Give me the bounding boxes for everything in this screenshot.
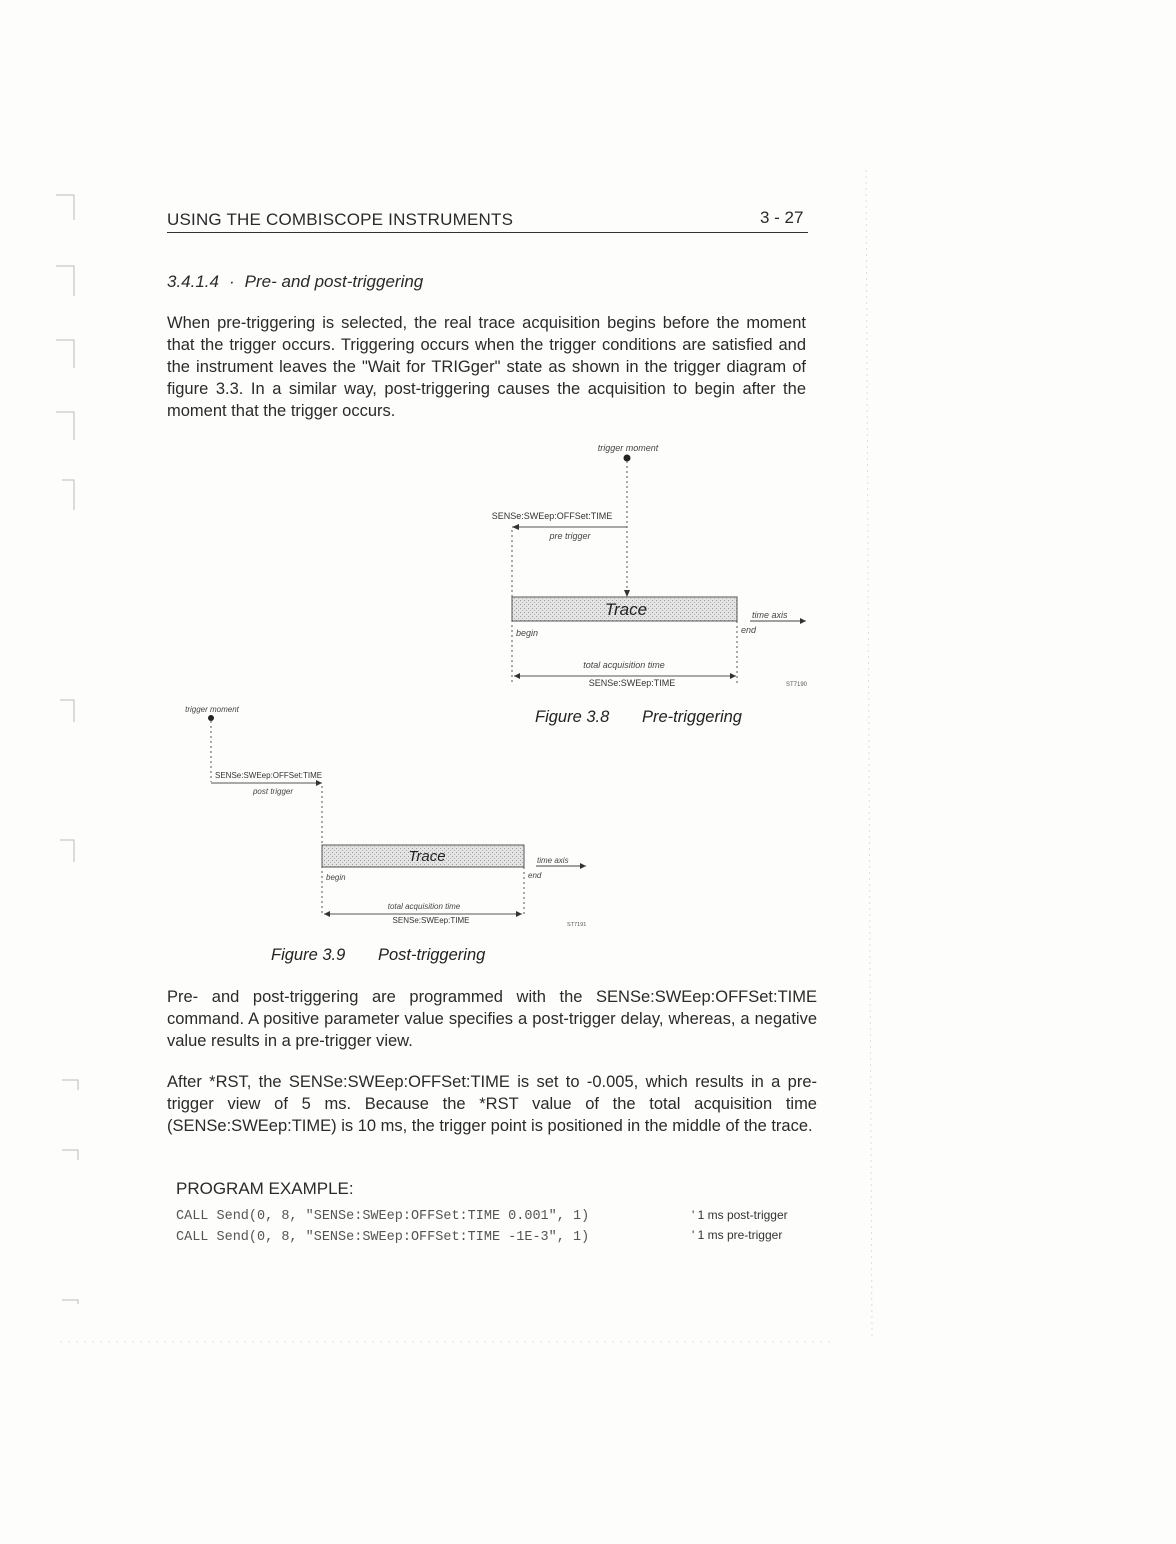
post-trigger-moment-dot (208, 715, 214, 721)
pre-begin-label: begin (516, 628, 539, 638)
post-figure-code: ST7191 (567, 922, 587, 928)
code-comment: ' 1 ms pre-trigger (692, 1228, 783, 1242)
code-comment: ' 1 ms post-trigger (692, 1208, 788, 1222)
post-offset-arrow-head (316, 780, 322, 786)
post-total-acquisition-label: total acquisition time (387, 902, 461, 911)
post-trigger-label: post trigger (252, 787, 294, 796)
post-time-axis-arrow-head (580, 863, 586, 869)
pre-trigger-label: pre trigger (549, 531, 591, 541)
running-header: USING THE COMBISCOPE INSTRUMENTS (167, 210, 514, 229)
program-example-heading: PROGRAM EXAMPLE: (176, 1179, 354, 1198)
code-line: CALL Send(0, 8, "SENSe:SWEep:OFFSet:TIME 0.001", 1) (176, 1209, 590, 1224)
post-total-arrow-right-head (516, 911, 522, 917)
paragraph-rst-default: After *RST, the SENSe:SWEep:OFFSet:TIME is set to -0.005, which results in a pre-trigger view of 5 ms. Because the *RST value of the total acquisition time (SENSe:SWEep:TIME) is 10 ms, the trigger point is positioned in the middle of the trace. (167, 1073, 817, 1135)
post-trace-label: Trace (408, 848, 446, 865)
post-time-axis-label: time axis (537, 856, 569, 865)
post-sweep-command: SENSe:SWEep:TIME (392, 916, 470, 925)
pre-total-acquisition-label: total acquisition time (583, 660, 665, 670)
pre-caption-title: Pre-triggering (642, 708, 742, 726)
section-title: Pre- and post-triggering (244, 272, 424, 291)
paragraph-programming: Pre- and post-triggering are programmed with the SENSe:SWEep:OFFSet:TIME command. A positive parameter value specifies a post-trigger delay, whereas, a negative value results in a pre-trigger view. (167, 988, 817, 1050)
page-number: 3 - 27 (760, 208, 804, 227)
post-caption-number: Figure 3.9 (271, 946, 346, 964)
post-total-arrow-left-head (324, 911, 330, 917)
post-end-label: end (528, 871, 542, 880)
post-caption-title: Post-triggering (378, 946, 486, 964)
pre-trigger-moment-label: trigger moment (597, 443, 659, 453)
section-separator: · (229, 272, 235, 291)
section-number: 3.4.1.4 (167, 272, 219, 291)
pre-end-label: end (741, 625, 757, 635)
pre-time-axis-label: time axis (752, 610, 788, 620)
pre-figure-code: ST7190 (786, 682, 808, 688)
post-offset-command: SENSe:SWEep:OFFSet:TIME (215, 771, 323, 780)
pre-caption-number: Figure 3.8 (535, 708, 610, 726)
pre-trace-label: Trace (604, 600, 648, 619)
paragraph-intro: When pre-triggering is selected, the real trace acquisition begins before the moment that the trigger occurs. Triggering occurs when the trigger conditions are satisfied and the instrument leaves the "Wait for TRIGger" state as shown in the trigger diagram of figure 3.3. In a similar way, post-triggering causes the acquisition to begin after the moment that the trigger occurs. (167, 314, 806, 420)
pre-offset-command: SENSe:SWEep:OFFSet:TIME (491, 511, 613, 521)
post-trigger-moment-label: trigger moment (185, 705, 239, 714)
pre-sweep-command: SENSe:SWEep:TIME (588, 678, 676, 688)
post-begin-label: begin (326, 873, 346, 882)
code-line: CALL Send(0, 8, "SENSe:SWEep:OFFSet:TIME -1E-3", 1) (176, 1230, 590, 1245)
